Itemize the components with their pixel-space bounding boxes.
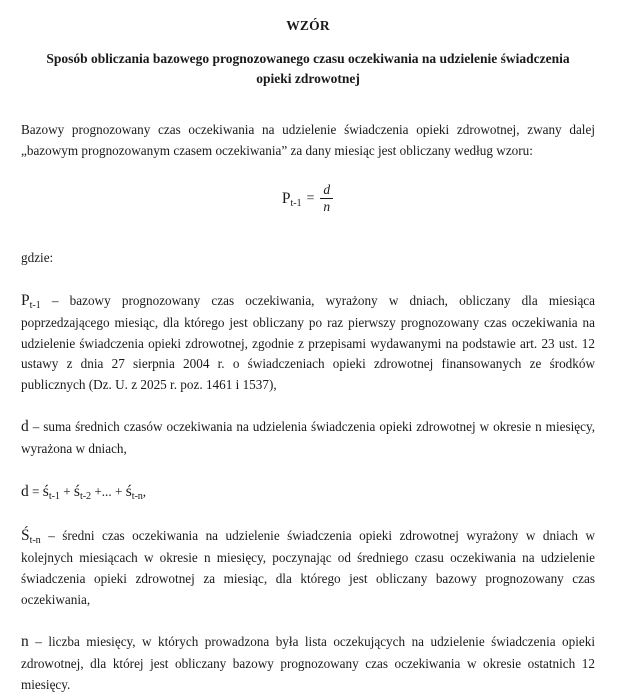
definition-p — [21, 289, 595, 396]
definition-s — [21, 524, 595, 610]
definition-n-text: liczba miesięcy, w których prowadzona była lista oczekujących na udzielenie świadczenia opieki zdrowotnej, dla której jest obliczany bazowy prognozowany czas oczekiwania w okresie ostatnich 12 miesięcy. — [21, 634, 596, 692]
sum-formula-plus-3: + — [114, 484, 123, 500]
sum-formula-trailing: , — [142, 484, 147, 500]
definition-d-dash: – — [32, 419, 40, 435]
sum-formula-term-3 — [126, 483, 143, 500]
formula-operator: = — [306, 190, 315, 206]
definition-s-text: średni czas oczekiwania na udzielenie świadczenia opieki zdrowotnej wyrażony w dniach w kolejnych miesiącach w okresie n miesięcy, poczynając od średniego czasu oczekiwania na udzielenie świadczenia opieki zdrowotnej za miesiąc, dla którego jest obliczany bazowy prognozowany czas oczekiwania, — [21, 528, 596, 607]
sum-term-1-base: ś — [42, 483, 49, 501]
sum-formula-operator: = — [32, 484, 40, 500]
page-subtitle: Sposób obliczania bazowego prognozowanego czasu oczekiwania na udzielenie świadczenia opieki zdrowotnej — [46, 50, 570, 87]
sum-formula-term-2 — [74, 483, 91, 500]
definition-d-symbol: d — [21, 418, 29, 436]
definition-p-text: bazowy prognozowany czas oczekiwania, wyrażony w dniach, obliczany dla miesiąca poprzedzającego miesiąc, dla którego jest obliczany po raz pierwszy prognozowany czas oczekiwania na udzielenie świadczenia opieki zdrowotnej, zgodnie z przepisami wydawanymi na podstawie art. 23 ust. 12 ustawy z dnia 27 sierpnia 2004 r. o świadczeniach opieki zdrowotnej finansowanych ze środków publicznych (Dz. U. z 2025 r. poz. 1461 i 1537), — [21, 292, 596, 392]
sum-formula — [21, 480, 595, 504]
sum-term-1-subscript: t-1 — [48, 490, 60, 502]
definition-n — [21, 630, 595, 695]
where-label: gdzie: — [21, 250, 54, 266]
sum-formula-ellipsis: +... — [94, 484, 112, 500]
definition-s-base: Ś — [21, 527, 30, 545]
sum-term-2-base: ś — [73, 483, 80, 501]
formula-denominator: n — [320, 198, 333, 214]
formula-lhs-subscript: t-1 — [290, 197, 302, 209]
definition-p-base: P — [21, 291, 30, 309]
definition-s-symbol — [21, 527, 41, 547]
main-formula — [21, 183, 595, 214]
sum-formula-plus-1: + — [63, 484, 71, 500]
sum-formula-lhs: d — [21, 483, 29, 501]
formula-fraction — [320, 183, 333, 214]
definition-n-symbol: n — [21, 633, 29, 651]
definition-n-dash: – — [35, 634, 42, 650]
sum-term-3-subscript: t-n — [131, 490, 143, 502]
formula-numerator: d — [323, 182, 331, 198]
definition-p-subscript: t-1 — [29, 299, 41, 311]
sum-formula-term-1 — [43, 483, 60, 500]
page-title: WZÓR — [286, 18, 330, 33]
definition-d — [21, 415, 595, 460]
formula-lhs-symbol — [282, 190, 302, 208]
intro-paragraph: Bazowy prognozowany czas oczekiwania na udzielenie świadczenia opieki zdrowotnej, zwany dalej „bazowym prognozowanym czasem oczekiwania” za dany miesiąc jest obliczany według wzoru: — [21, 121, 595, 158]
definition-p-dash: – — [51, 292, 59, 308]
definition-d-text: suma średnich czasów oczekiwania na udzielenia świadczenia opieki zdrowotnej w okresie n miesięcy, wyrażona w dniach, — [21, 419, 595, 457]
sum-term-3-base: ś — [125, 483, 132, 501]
main-formula-expression — [282, 183, 334, 214]
formula-lhs-base: P — [281, 189, 291, 207]
definition-p-symbol — [21, 292, 41, 309]
definition-s-subscript: t-n — [29, 535, 41, 547]
sum-term-2-subscript: t-2 — [79, 490, 92, 502]
definition-s-dash: – — [48, 528, 55, 544]
